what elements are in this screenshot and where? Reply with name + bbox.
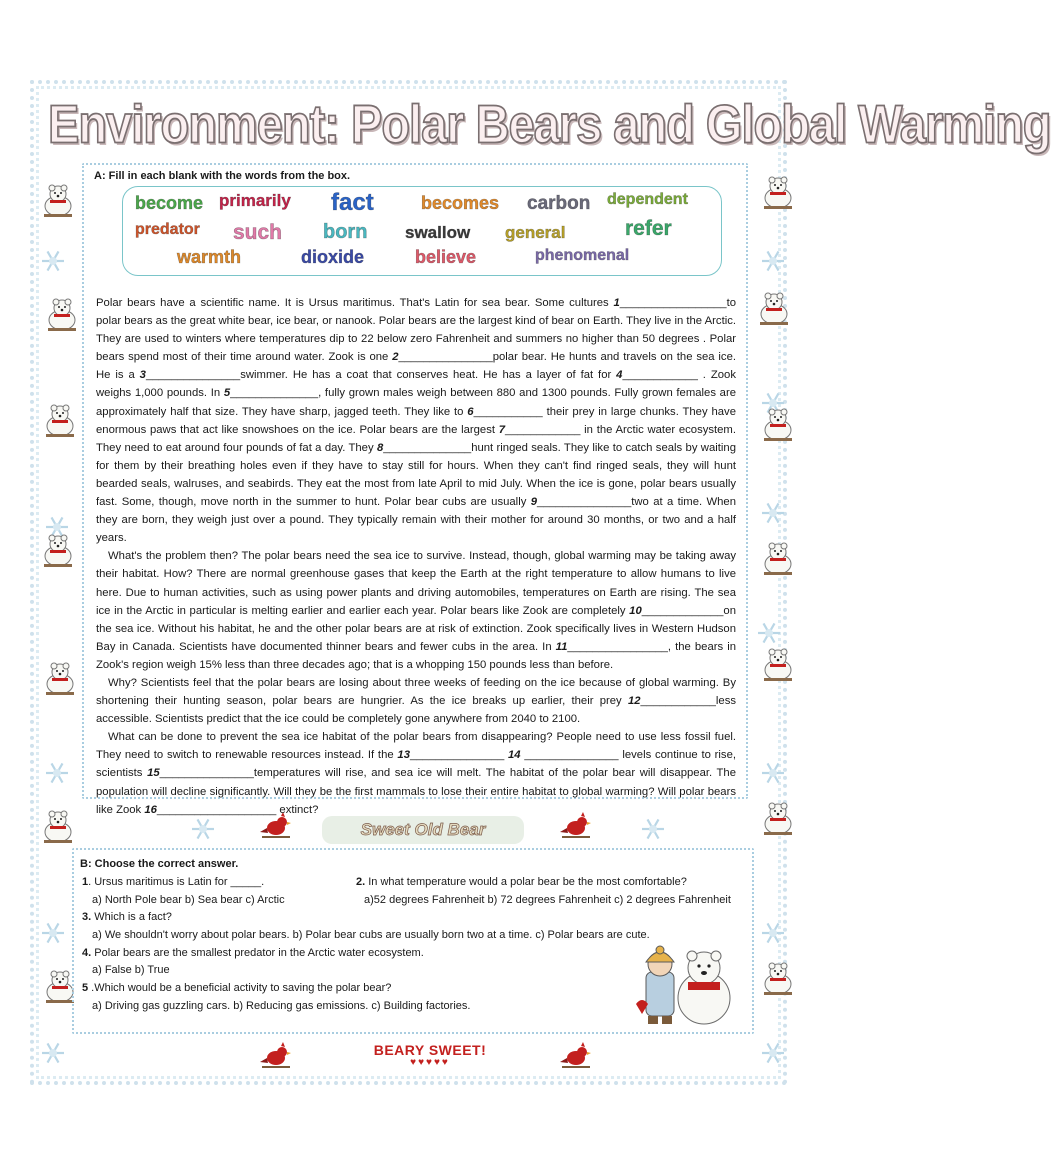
blank-number: 13	[397, 749, 410, 762]
snowflake-icon	[40, 1040, 66, 1066]
polar-bear-icon	[40, 808, 76, 844]
word-bank-word: becomes	[421, 193, 500, 213]
passage-text: _________________to polar bears as the great white bear, ice bear, or nanook. Polar bears are the largest kind of bear on Earth. They live in the Arctic. They are used to winters where temperatures dip to 22 below zero Fahrenheit and summers no higher than 50 degrees . Polar bears spend most of their time around water. Zook is one	[96, 297, 736, 364]
question-5: 5 .Which would be a beneficial activity to saving the polar bear?	[82, 982, 392, 994]
page-title: Environment: Polar Bears and Global Warming	[48, 93, 1051, 155]
passage-text: _______________polar bear. He hunts and travels on the sea ice. He is a	[96, 351, 736, 382]
blank-number: 11	[555, 640, 568, 653]
question-3-options: a) We shouldn't worry about polar bears. b) Polar bear cubs are usually born two at a time. c) Polar bears are cute.	[92, 929, 650, 941]
polar-bear-icon	[760, 540, 796, 576]
question-3: 3. Which is a fact?	[82, 911, 172, 923]
reading-passage	[96, 294, 736, 819]
passage-text: ____________less accessible. Scientists predict that the ice could be completely gone anywhere from 2040 to 2100.	[96, 695, 736, 726]
polar-bear-icon	[40, 532, 76, 568]
word-bank-word: become	[135, 193, 204, 213]
word-bank-word: such	[233, 221, 283, 244]
passage-text: ______________hunt ringed seals. They like to catch seals by waiting for them by their breathing holes even if they have to stay still for hours. When they can't find ringed seals, they will hunt bearded seals, walruses, and seabirds. They eat the most from late April to mid July. When the ice is gone, polar bears usually fast. Some, though, move north in the summer to hunt. Polar bear cubs are usually	[96, 441, 736, 509]
polar-bear-icon	[40, 182, 76, 218]
snowflake-icon	[760, 760, 786, 786]
blank-number: 2	[392, 351, 399, 364]
question-4: 4. Polar bears are the smallest predator in the Arctic water ecosystem.	[82, 947, 424, 959]
passage-text: _______________ levels continue to rise, scientists	[96, 749, 736, 780]
cardinal-bird-icon	[560, 1042, 592, 1070]
passage-text: ___________________ extinct?	[156, 803, 319, 816]
word-bank	[122, 186, 722, 276]
question-1: 1. Ursus maritimus is Latin for _____.	[82, 876, 265, 888]
snowflake-icon	[760, 1040, 786, 1066]
passage-text: _______________swimmer. He has a coat that conserves heat. He has a layer of fat for	[145, 369, 617, 382]
section-a-header: A: Fill in each blank with the words from the box.	[94, 170, 351, 182]
passage-paragraph	[96, 547, 736, 674]
blank-number: 6	[467, 405, 474, 418]
polar-bear-icon	[42, 402, 78, 438]
snowflake-icon	[760, 920, 786, 946]
polar-bear-icon	[760, 646, 796, 682]
blank-number: 12	[627, 695, 641, 708]
polar-bear-icon	[760, 960, 796, 996]
question-2: 2. In what temperature would a polar bear be the most comfortable?	[356, 876, 687, 888]
polar-bear-icon	[44, 296, 80, 332]
question-1-options: a) North Pole bear b) Sea bear c) Arctic	[92, 894, 285, 906]
word-bank-word: general	[505, 223, 566, 242]
word-bank-word: fact	[331, 189, 374, 216]
passage-text: ____________ in the Arctic water ecosystem. They need to eat around four pounds of fat a day. They	[96, 423, 736, 454]
snowflake-icon	[44, 760, 70, 786]
snowflake-icon	[756, 620, 782, 646]
hearts-row: ♥♥♥♥♥	[410, 1057, 450, 1068]
passage-text: Polar bears have a scientific name. It is Ursus maritimus. That's Latin for sea bear. Some cultures	[96, 297, 614, 309]
word-bank-word: dependent	[607, 191, 688, 208]
blank-number: 15	[147, 767, 160, 780]
word-bank-word: phenomenal	[535, 247, 630, 264]
passage-text: _____________on the sea ice. Without his habitat, he and the other polar bears are at risk of extinction. Zook specifically lives in Western Hudson Bay in Canada. Scientists have documented thinner bears and fewer cubs in the area. In	[96, 604, 736, 653]
snowflake-icon	[760, 248, 786, 274]
passage-text: _______________two at a time. When they are born, they weigh just over a pound. They typically remain with their mother for around 30 months, or two and a half years.	[96, 496, 736, 545]
passage-paragraph	[96, 674, 736, 728]
passage-text: _______________temperatures will rise, and sea ice will melt. The habitat of the polar bear will disappear. The population will decline significantly. Will they be the first mammals to lose their entire habitat to global warming? Will polar bears like Zook	[96, 767, 736, 816]
blank-number: 9	[530, 496, 538, 509]
snowflake-icon	[190, 816, 216, 842]
blank-number: 5	[223, 387, 231, 400]
question-2-options: a)52 degrees Fahrenheit b) 72 degrees Fahrenheit c) 2 degrees Fahrenheit	[364, 894, 731, 906]
passage-text: ___________ their prey in large chunks. They have enormous paws that act like snowshoes on the ice. Polar bears are the largest	[96, 405, 736, 436]
question-4-options: a) False b) True	[92, 964, 170, 976]
passage-text: Why? Scientists feel that the polar bears are losing about three weeks of feeding on the ice because of global warming. By shortening their hunting season, polar bears are hungrier. As the ice breaks up earlier, their prey	[96, 676, 736, 708]
blank-number: 1	[613, 297, 620, 309]
word-bank-word: believe	[415, 247, 477, 267]
blank-number: 10	[629, 604, 642, 617]
sweet-old-bear-banner: Sweet Old Bear	[322, 816, 524, 844]
girl-and-polar-bear-illustration	[632, 944, 738, 1028]
question-5-options: a) Driving gas guzzling cars. b) Reducing gas emissions. c) Building factories.	[92, 1000, 471, 1012]
passage-text: ________________, the bears in Zook's region weigh 15% less than three decades ago; that is a whopping 150 pounds less than before.	[96, 640, 736, 671]
blank-number: 8	[376, 441, 384, 454]
beary-sweet-banner	[340, 1042, 520, 1072]
blank-number: 3	[139, 369, 146, 382]
polar-bear-icon	[760, 174, 796, 210]
snowflake-icon	[40, 248, 66, 274]
snowflake-icon	[640, 816, 666, 842]
word-bank-word: swallow	[405, 223, 471, 242]
polar-bear-icon	[756, 290, 792, 326]
word-bank-word: primarily	[219, 191, 291, 210]
passage-text: What can be done to prevent the sea ice habitat of the polar bears from disappearing? People need to use less fossil fuel. They need to switch to renewable resources instead. If the	[96, 731, 736, 762]
polar-bear-icon	[760, 800, 796, 836]
passage-paragraph	[96, 728, 736, 818]
polar-bear-icon	[42, 660, 78, 696]
blank-number: 7	[498, 423, 506, 436]
blank-number: 14	[508, 749, 521, 762]
blank-number: 4	[616, 369, 623, 382]
word-bank-word: warmth	[177, 247, 242, 267]
passage-paragraph	[96, 294, 736, 547]
section-b-header: B: Choose the correct answer.	[80, 858, 239, 870]
blank-number: 16	[144, 803, 157, 816]
passage-text: ____________ . Zook weighs 1,000 pounds. In	[96, 369, 736, 400]
word-bank-word: dioxide	[301, 247, 365, 267]
word-bank-word: carbon	[527, 193, 591, 214]
passage-text: _______________	[409, 749, 508, 762]
passage-text: What's the problem then? The polar bears need the sea ice to survive. Instead, though, global warming may be taking away their habitat. How? There are normal greenhouse gases that keep the Earth at the right temperature to allow humans to live here. Due to human activities, such as using power plants and driving automobiles, temperatures on Earth are rising. The sea ice in the Arctic in particular is melting earlier and earlier each year. Polar bears like Zook are completely	[96, 550, 736, 617]
snowflake-icon	[760, 500, 786, 526]
snowflake-icon	[40, 920, 66, 946]
word-bank-word: refer	[625, 217, 672, 240]
word-bank-word: predator	[135, 221, 200, 238]
polar-bear-icon	[760, 406, 796, 442]
cardinal-bird-icon	[260, 1042, 292, 1070]
beary-sweet-text: BEARY SWEET!	[373, 1042, 487, 1058]
word-bank-word: born	[323, 221, 368, 243]
passage-text: ______________, fully grown males weigh between 880 and 1300 pounds. Fully grown females are approximately half that size. They have sharp, jagged teeth. They like to	[96, 387, 736, 418]
